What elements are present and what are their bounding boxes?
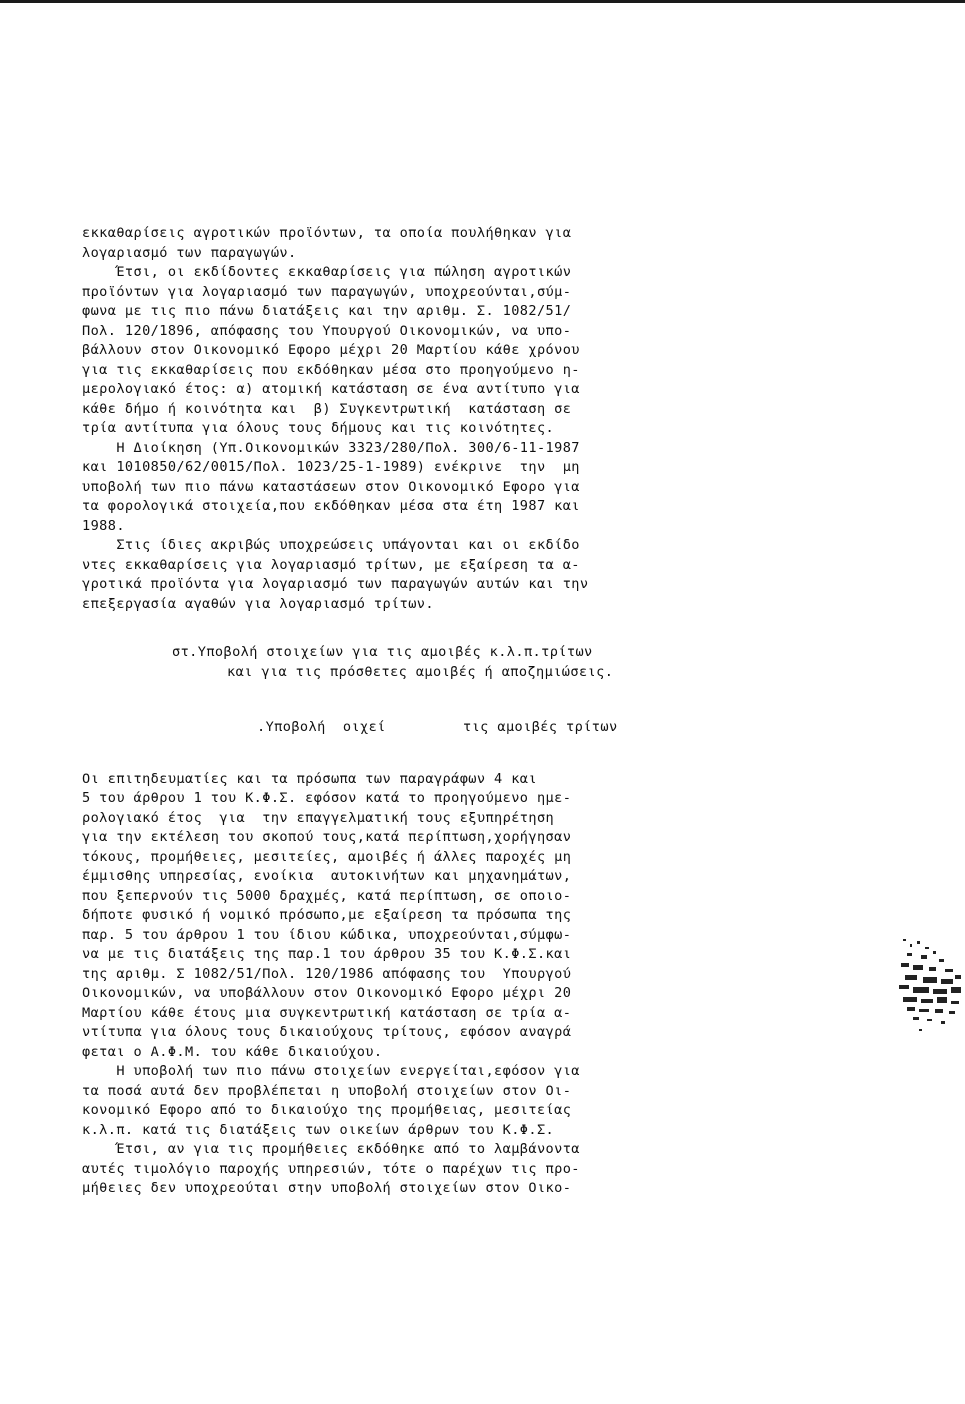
text-line: να με τις διατάξεις της παρ.1 του άρθρου 35 του Κ.Φ.Σ.και xyxy=(82,946,572,962)
text-line: εκκαθαρίσεις αγροτικών προϊόντων, τα οποία πουλήθηκαν για xyxy=(82,225,572,241)
text-line: τα ποσά αυτά δεν προβλέπεται η υποβολή στοιχείων στον Οι- xyxy=(82,1082,572,1099)
text-line: μήθειες δεν υποχρεούται στην υποβολή στοιχείων στον Οικο- xyxy=(82,1180,572,1196)
text-line: λογαριασμό των παραγωγών. xyxy=(82,244,297,261)
section-heading-line-1: στ.Υποβολή στοιχείων για τις αμοιβές κ.λ.π.τρίτων xyxy=(172,644,593,660)
text-line: δήποτε φυσικό ή νομικό πρόσωπο,με εξαίρεση τα πρόσωπα της xyxy=(82,907,572,923)
scan-noise-blot xyxy=(895,935,965,1045)
document-page xyxy=(82,224,822,1199)
text-line: για τις εκκαθαρίσεις που εκδόθηκαν μέσα στο προηγούμενο η- xyxy=(82,361,580,378)
text-line: αυτές τιμολόγιο παροχής υπηρεσιών, τότε ο παρέχων τις προ- xyxy=(82,1160,580,1177)
text-line: τρία αντίτυπα για όλους τους δήμους και τις κοινότητες. xyxy=(82,420,555,436)
text-line: της αριθμ. Σ 1082/51/Πολ. 120/1986 απόφασης του Υπουργού xyxy=(82,965,572,982)
text-line: 5 του άρθρου 1 του Κ.Φ.Σ. εφόσον κατά το προηγούμενο ημε- xyxy=(82,790,572,806)
paragraph-block-2 xyxy=(82,770,822,1199)
text-line: Η υποβολή των πιο πάνω στοιχείων ενεργείται,εφόσον για xyxy=(82,1063,580,1079)
text-line: γροτικά προϊόντα για λογαριασμό των παραγωγών αυτών και την xyxy=(82,576,589,592)
text-line: βάλλουν στον Οικονομικό Εφορο μέχρι 20 Μαρτίου κάθε χρόνου xyxy=(82,342,580,358)
text-line: Στις ίδιες ακριβώς υποχρεώσεις υπάγονται και οι εκδίδο xyxy=(82,537,580,553)
text-line: για την εκτέλεση του σκοπού τους,κατά περίπτωση,χορήγησαν xyxy=(82,829,572,845)
text-line: κ.λ.π. κατά τις διατάξεις των οικείων άρθρων του Κ.Φ.Σ. xyxy=(82,1121,555,1138)
text-line: φωνα με τις πιο πάνω διατάξεις και την αριθμ. Σ. 1082/51/ xyxy=(82,303,572,319)
section-heading-line-2: και για τις πρόσθετες αμοιβές ή αποζημιώσεις. xyxy=(227,663,614,680)
text-line: επεξεργασία αγαθών για λογαριασμό τρίτων. xyxy=(82,595,434,612)
text-line: φεται ο Α.Φ.Μ. του κάθε δικαιούχου. xyxy=(82,1043,383,1060)
text-line: κονομικό Εφορο από το δικαιούχο της προμήθειας, μεσιτείας xyxy=(82,1102,572,1118)
scan-top-edge xyxy=(0,0,965,3)
text-line: μερολογιακό έτος: α) ατομική κατάσταση σε ένα αντίτυπο για xyxy=(82,381,580,397)
text-line: υποβολή των πιο πάνω καταστάσεων στον Οικονομικό Εφορο για xyxy=(82,478,580,495)
paragraph-block-1 xyxy=(82,224,822,614)
text-line: Οικονομικών, να υποβάλλουν στον Οικονομικό Εφορο μέχρι 20 xyxy=(82,985,572,1001)
text-line: ρολογιακό έτος για την επαγγελματική τους εξυπηρέτηση xyxy=(82,809,555,826)
text-line: ντίτυπα για όλους τους δικαιούχους τρίτους, εφόσον αναγρά xyxy=(82,1024,572,1040)
text-line: παρ. 5 του άρθρου 1 του ίδιου κώδικα, υποχρεούνται,σύμφω- xyxy=(82,926,572,943)
text-line: Μαρτίου κάθε έτους μια συγκεντρωτική κατάσταση σε τρία α- xyxy=(82,1004,572,1021)
text-line: Οι επιτηδευματίες και τα πρόσωπα των παραγράφων 4 και xyxy=(82,770,537,787)
text-line: προϊόντων για λογαριασμό των παραγωγών, υποχρεούνται,σύμ- xyxy=(82,283,572,300)
text-line: τα φορολογικά στοιχεία,που εκδόθηκαν μέσα στα έτη 1987 και xyxy=(82,498,580,514)
text-line: που ξεπερνούν τις 5000 δραχμές, κατά περίπτωση, σε οποιο- xyxy=(82,887,572,904)
text-line: και 1010850/62/0015/Πολ. 1023/25-1-1989) ενέκρινε την μη xyxy=(82,459,580,475)
text-line: Έτσι, αν για τις προμήθειες εκδόθηκε από το λαμβάνοντα xyxy=(82,1141,580,1157)
text-line: ντες εκκαθαρίσεις για λογαριασμό τρίτων, με εξαίρεση τα α- xyxy=(82,556,580,573)
text-line: Πολ. 120/1896, απόφασης του Υπουργού Οικονομικών, να υπο- xyxy=(82,322,572,339)
text-line: Έτσι, οι εκδίδοντες εκκαθαρίσεις για πώληση αγροτικών xyxy=(82,264,572,280)
text-line: Η Διοίκηση (Υπ.Οικονομικών 3323/280/Πολ. 300/6-11-1987 xyxy=(82,439,580,456)
subsection-heading: .Υποβολή οιχεί τις αμοιβές τρίτων xyxy=(257,719,618,735)
text-line: κάθε δήμο ή κοινότητα και β) Συγκεντρωτική κατάσταση σε xyxy=(82,400,572,417)
text-line: έμμισθης υπηρεσίας, ενοίκια αυτοκινήτων και μηχανημάτων, xyxy=(82,868,572,884)
text-line: 1988. xyxy=(82,517,125,534)
text-line: τόκους, προμήθειες, μεσιτείες, αμοιβές ή άλλες παροχές μη xyxy=(82,848,572,865)
